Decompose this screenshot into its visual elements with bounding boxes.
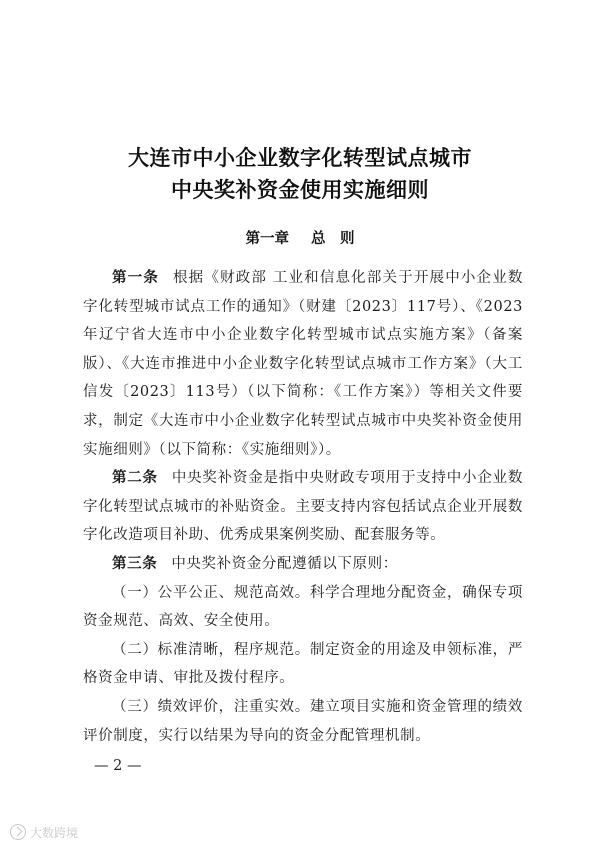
paragraph-text: 中央奖补资金分配遵循以下原则： <box>171 555 398 572</box>
document-title-line-1: 大连市中小企业数字化转型试点城市 <box>128 146 472 170</box>
watermark <box>10 822 78 842</box>
chapter-name: 总 则 <box>311 231 355 247</box>
paragraph-text: （三）绩效评价，注重实效。建立项目实施和资金管理的绩效评价制度，实行以结果为导向的资金分配管理机制。 <box>83 698 523 744</box>
article-label: 第二条 <box>112 470 158 487</box>
chapter-heading <box>0 229 600 249</box>
watermark-text: 大数跨境 <box>30 825 79 840</box>
chapter-label: 第一章 <box>245 231 289 247</box>
document-title-line-2: 中央奖补资金使用实施细则 <box>171 178 429 202</box>
paragraph-text: （二）标准清晰，程序规范。制定资金的用途及申领标准，严格资金申请、审批及拨付程序。 <box>83 641 523 687</box>
paragraph-article-1 <box>83 264 523 464</box>
paragraph-text: （一）公平公正、规范高效。科学合理地分配资金，确保专项资金规范、高效、安全使用。 <box>83 584 523 630</box>
page-number: — 2 — <box>94 758 142 774</box>
article-label: 第三条 <box>112 555 158 572</box>
watermark-logo-icon <box>10 824 26 840</box>
article-label: 第一条 <box>112 270 160 286</box>
paragraph-article-2 <box>83 464 523 550</box>
paragraph-principle-3 <box>83 693 523 750</box>
document-body <box>83 264 523 750</box>
paragraph-principle-2 <box>83 636 523 693</box>
paragraph-principle-1 <box>83 579 523 636</box>
paragraph-text: 中央奖补资金是指中央财政专项用于支持中小企业数字化转型试点城市的补贴资金。主要支持内容包括试点企业开展数字化改造项目补助、优秀成果案例奖励、配套服务等。 <box>83 470 523 544</box>
paragraph-text: 根据《财政部 工业和信息化部关于开展中小企业数字化转型城市试点工作的通知》（财建〔2023〕117号）、《2023年辽宁省大连市中小企业数字化转型城市试点实施方案》（备案版）、《大连市推进中小企业数字化转型试点城市工作方案》（大工信发〔2023〕113号）（以下简称：《工作方案》）等相关文件要求，制定《大连市中小企业数字化转型试点城市中央奖补资金使用实施细则》（以下简称：《实施细则》）。 <box>83 270 523 458</box>
paragraph-article-3 <box>83 550 523 579</box>
